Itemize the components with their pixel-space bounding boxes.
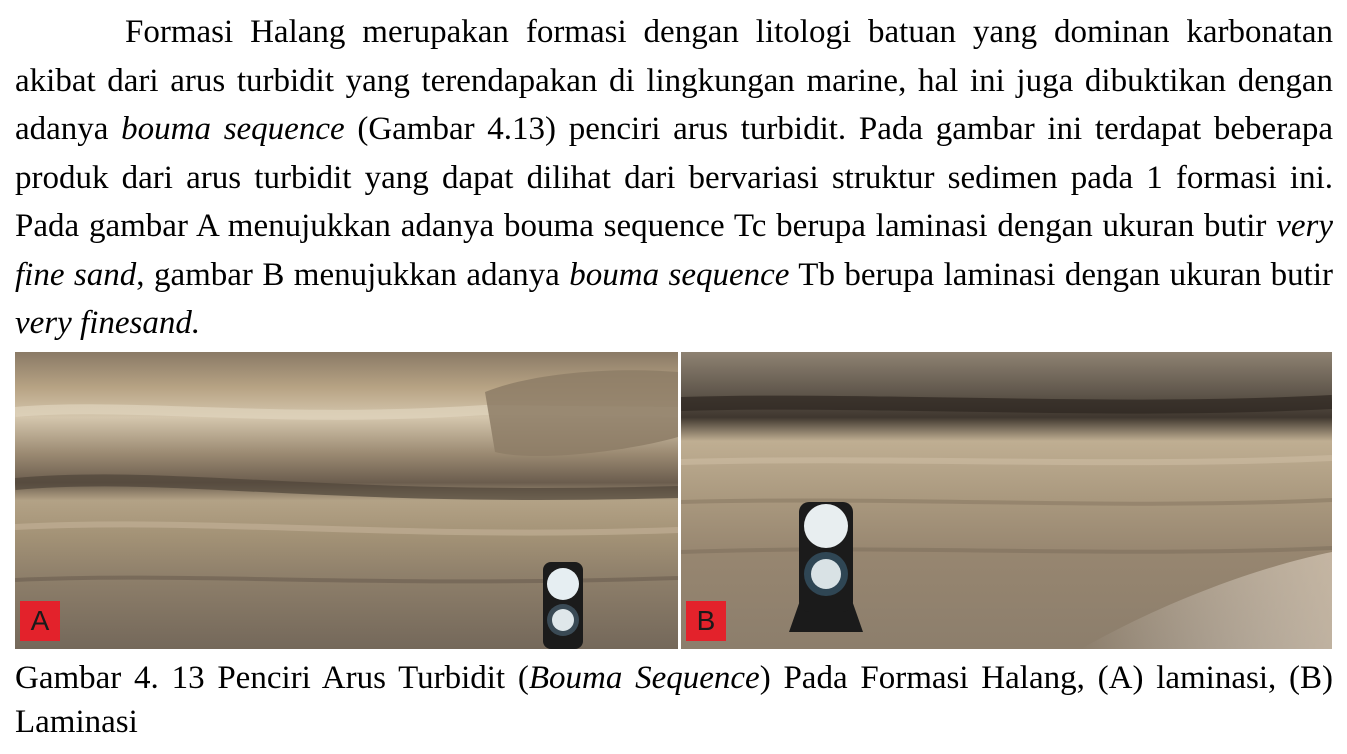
compass-icon (543, 562, 583, 649)
paragraph-italic-2: very fine sand (15, 208, 1333, 293)
figure-caption (15, 656, 1333, 744)
figure-panel-b-photo (681, 352, 1332, 649)
panel-b-label: B (686, 601, 726, 641)
paragraph-text-4: Tb berupa laminasi dengan ukuran butir (789, 256, 1333, 293)
outcrop-photo-a (15, 352, 678, 649)
panel-a-label: A (20, 601, 60, 641)
caption-italic: Bouma Sequence (528, 660, 760, 696)
figure-panel-a-photo (15, 352, 678, 649)
paragraph-italic-3: bouma sequence (569, 256, 790, 293)
gravel-patch (485, 370, 678, 456)
outcrop-photo-b (681, 352, 1332, 649)
paragraph-italic-1: bouma sequence (121, 111, 345, 147)
caption-text-1: Gambar 4. 13 Penciri Arus Turbidit ( (15, 660, 529, 696)
caption-text-2: ) Pada Formasi Halang, (A) laminasi, (B) Laminasi (15, 660, 1334, 740)
paragraph-text-1: Formasi Halang merupakan formasi dengan litologi batuan yang dominan karbonatan akibat dari arus turbidit yang terendapakan di lingkungan marine, hal ini juga dibuktikan dengan adanya (15, 14, 1333, 147)
paragraph-italic-4: very finesand. (15, 305, 201, 341)
paragraph-text-3: , gambar B menujukkan adanya (136, 256, 570, 293)
compass-icon (789, 502, 863, 632)
body-paragraph (15, 8, 1333, 348)
paragraph-text-2: (Gambar 4.13) penciri arus turbidit. Pada gambar ini terdapat beberapa produk dari arus turbidit yang dapat dilihat dari bervariasi struktur sedimen pada 1 formasi ini. Pada gambar A menujukkan adanya bouma sequence Tc berupa laminasi dengan ukuran butir (15, 111, 1333, 244)
